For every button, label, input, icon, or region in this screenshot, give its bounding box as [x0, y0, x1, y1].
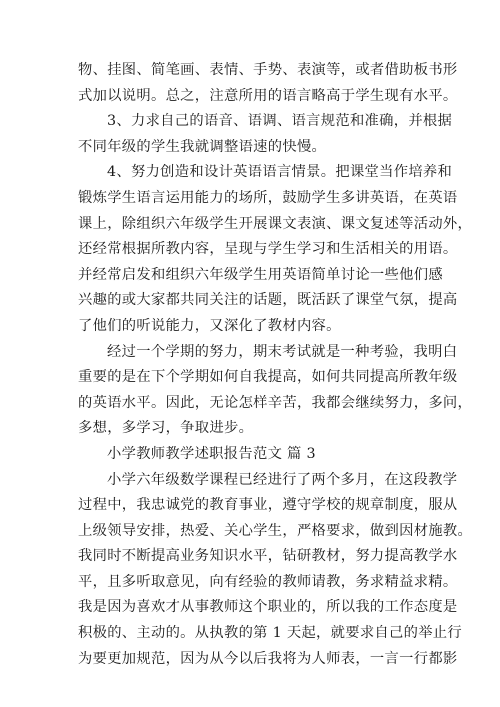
text-line: 我同时不断提高业务知识水平，钻研教材，努力提高教学水 — [78, 548, 458, 565]
text-line: 兴趣的或大家都共同关注的话题，既活跃了课堂气氛，提高 — [78, 292, 458, 309]
text-line: 课上，除组织六年级学生开展课文表演、课文复述等活动外， — [78, 215, 473, 232]
text-line: 经过一个学期的努力，期末考试就是一种考验，我明白 — [107, 343, 458, 360]
text-line: 3、力求自己的语音、语调、语言规范和准确，并根据 — [107, 113, 453, 130]
text-line: 上级领导安排，热爱、关心学生，严格要求，做到因材施教。 — [78, 522, 473, 539]
text-line: 了他们的听说能力，又深化了教材内容。 — [78, 317, 341, 334]
text-line: 并经常启发和组织六年级学生用英语简单讨论一些他们感 — [78, 266, 443, 283]
document-page — [78, 58, 473, 672]
text-line: 重要的是在下个学期如何自我提高，如何共同提高所教年级 — [78, 369, 458, 386]
text-line: 为要更加规范，因为从今以后我将为人师表，一言一行都影 — [78, 650, 458, 667]
text-line: 还经常根据所教内容，呈现与学生学习和生活相关的用语。 — [78, 241, 458, 258]
text-line: 不同年级的学生我就调整语速的快慢。 — [78, 138, 327, 155]
text-line: 我是因为喜欢才从事教师这个职业的，所以我的工作态度是 — [78, 599, 458, 616]
text-line: 物、挂图、简笔画、表情、手势、表演等，或者借助板书形 — [78, 62, 458, 78]
text-line: 过程中，我忠诚党的教育事业，遵守学校的规章制度，服从 — [78, 497, 458, 514]
text-line: 小学六年级数学课程已经进行了两个多月，在这段教学 — [107, 471, 458, 488]
text-line: 锻炼学生语言运用能力的场所，鼓励学生多讲英语，在英语 — [78, 189, 458, 206]
text-line: 积极的、主动的。从执教的第 1 天起，就要求自己的举止行 — [78, 625, 463, 642]
text-line: 平，且多听取意见，向有经验的教师请教，务求精益求精。 — [78, 573, 458, 590]
section-heading: 小学教师教学述职报告范文 篇 3 — [107, 445, 316, 462]
text-line: 的英语水平。因此，无论怎样辛苦，我都会继续努力，多问， — [78, 394, 473, 411]
text-line: 式加以说明。总之，注意所用的语言略高于学生现有水平。 — [78, 87, 458, 104]
text-line: 4、努力创造和设计英语语言情景。把课堂当作培养和 — [107, 164, 453, 181]
text-line: 多想，多学习，争取进步。 — [78, 420, 254, 437]
